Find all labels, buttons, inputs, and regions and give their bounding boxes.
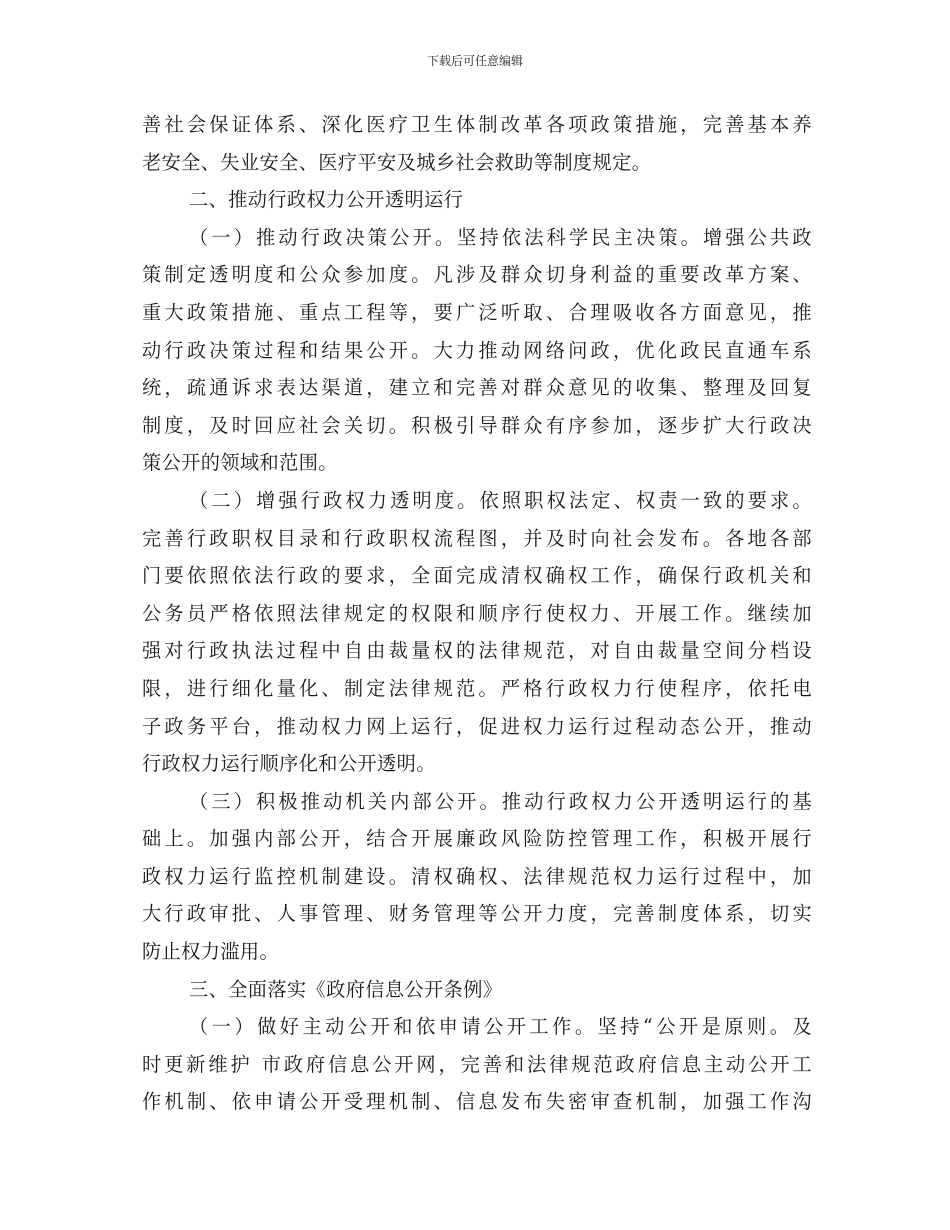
text-line: 作机制、依申请公开受理机制、信息发布失密审查机制，加强工作沟 <box>142 1090 812 1114</box>
text-line: 大行政审批、人事管理、财务管理等公开力度，完善制度体系，切实 <box>142 902 812 926</box>
text-line: 强对行政执法过程中自由裁量权的法律规范，对自由裁量空间分档设 <box>142 639 812 663</box>
text-line: （二）增强行政权力透明度。依照职权法定、权责一致的要求。 <box>189 488 812 512</box>
text-line: 子政务平台，推动权力网上运行，促进权力运行过程动态公开，推动 <box>142 714 812 738</box>
text-line: 公务员严格依照法律规定的权限和顺序行使权力、开展工作。继续加 <box>142 601 812 625</box>
text-line: 二、推动行政权力公开透明运行 <box>189 188 464 212</box>
text-line: 重大政策措施、重点工程等，要广泛听取、合理吸收各方面意见，推 <box>142 300 812 324</box>
text-line: 老安全、失业安全、医疗平安及城乡社会救助等制度规定。 <box>142 150 652 174</box>
text-line: （一）做好主动公开和依申请公开工作。坚持“公开是原则。及 <box>189 1015 812 1039</box>
text-line: （三）积极推动机关内部公开。推动行政权力公开透明运行的基 <box>189 789 812 813</box>
text-line: 三、全面落实《政府信息公开条例》 <box>189 977 503 1001</box>
document-body <box>142 106 812 1121</box>
text-line: 策制定透明度和公众参加度。凡涉及群众切身利益的重要改革方案、 <box>142 263 812 287</box>
text-line: 动行政决策过程和结果公开。大力推动网络问政，优化政民直通车系 <box>142 338 812 362</box>
text-line: 防止权力滥用。 <box>142 940 280 964</box>
text-line: 完善行政职权目录和行政职权流程图，并及时向社会发布。各地各部 <box>142 526 812 550</box>
text-line: 策公开的领域和范围。 <box>142 451 338 475</box>
text-line: 限，进行细化量化、制定法律规范。严格行政权力行使程序，依托电 <box>142 676 812 700</box>
text-line: 政权力运行监控机制建设。清权确权、法律规范权力运行过程中，加 <box>142 864 812 888</box>
text-line: 门要依照依法行政的要求，全面完成清权确权工作，确保行政机关和 <box>142 564 812 588</box>
text-line: （一）推动行政决策公开。坚持依法科学民主决策。增强公共政 <box>189 225 812 249</box>
text-line: 制度，及时回应社会关切。积极引导群众有序参加，逐步扩大行政决 <box>142 413 812 437</box>
text-line: 善社会保证体系、深化医疗卫生体制改革各项政策措施，完善基本养 <box>142 113 812 136</box>
page-header-note: 下载后可任意编辑 <box>426 54 523 68</box>
text-line: 统，疏通诉求表达渠道，建立和完善对群众意见的收集、整理及回复 <box>142 376 812 400</box>
text-line: 础上。加强内部公开，结合开展廉政风险防控管理工作，积极开展行 <box>142 827 812 851</box>
text-line: 行政权力运行顺序化和公开透明。 <box>142 752 436 776</box>
text-line: 时更新维护 市政府信息公开网，完善和法律规范政府信息主动公开工 <box>142 1052 812 1076</box>
